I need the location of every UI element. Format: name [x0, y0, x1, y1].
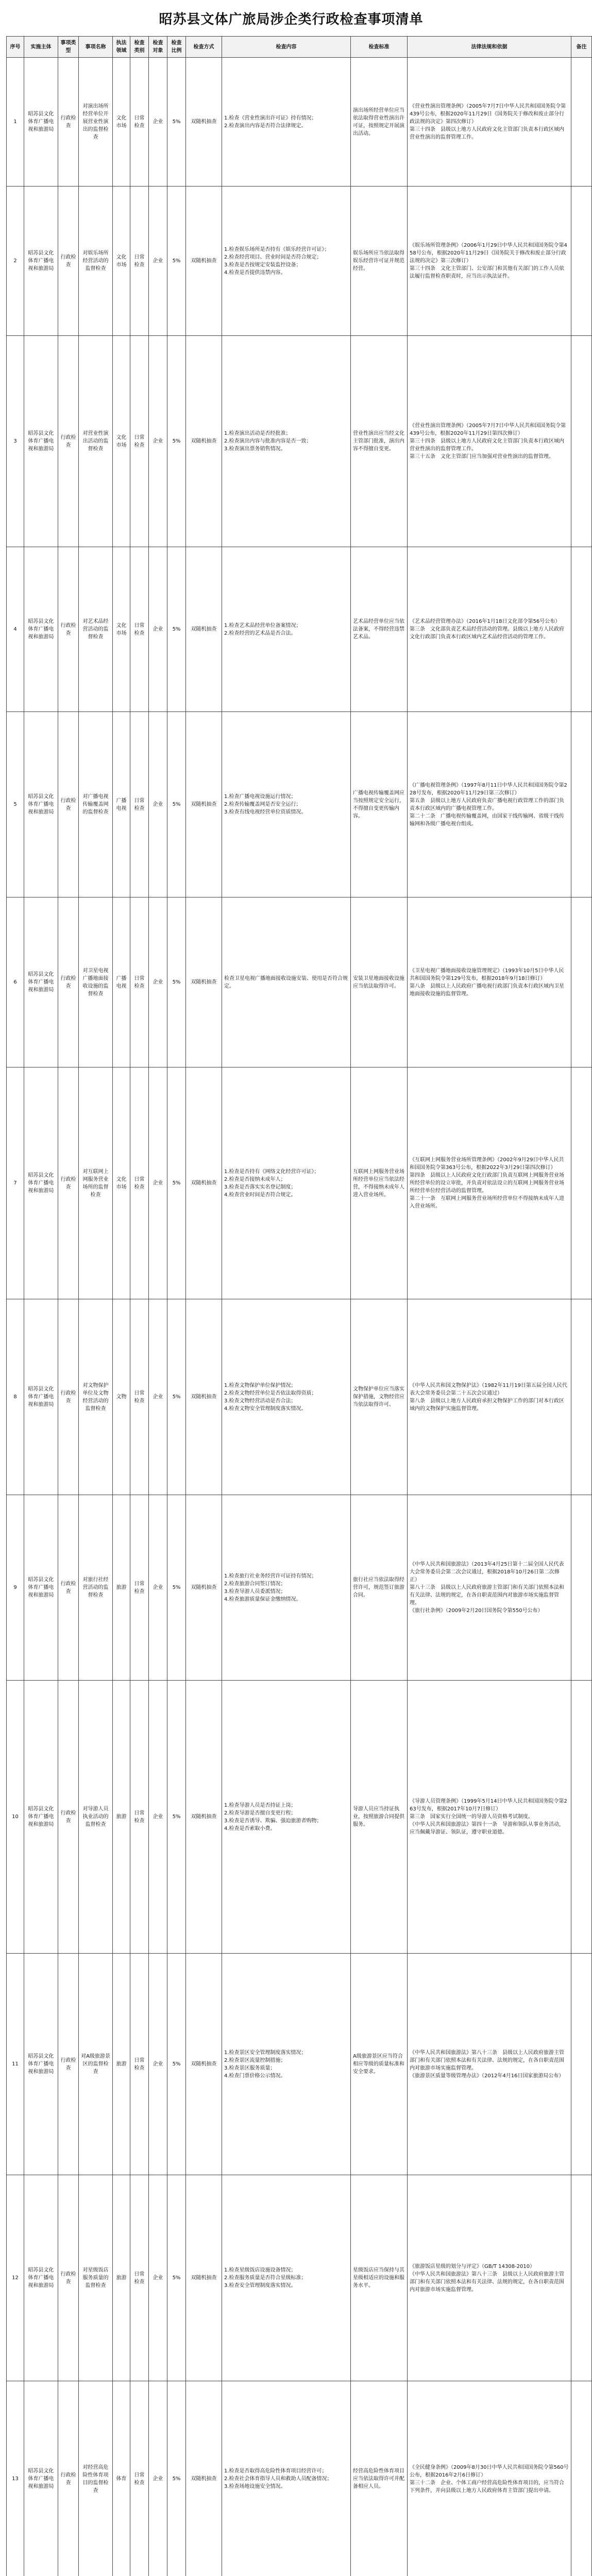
column-header: 序号	[7, 37, 24, 58]
remarks	[571, 2175, 592, 2381]
row-number: 9	[7, 1495, 24, 1681]
item-type: 行政检查	[58, 336, 79, 547]
item-type: 行政检查	[58, 2381, 79, 2576]
legal-basis: 《旅游饭店星级的划分与评定》（GB/T 14308-2010） 《中华人民共和国旅游法》第八十三条 县级以上人民政府旅游主管部门和有关部门依照本法和有关法律、法规的规定，在各自职责范围内对旅游市场实施监督管理。	[408, 2175, 571, 2381]
inspection-category: 日常检查	[130, 2175, 149, 2381]
row-number: 2	[7, 187, 24, 336]
inspection-object: 企业	[149, 336, 167, 547]
inspection-standard: A级旅游景区应当符合相应等级的质量标准和安全要求。	[351, 1954, 408, 2175]
inspection-standard: 互联网上网服务营业场所经营单位应当依法经营，不得接纳未成年人进入营业场所。	[351, 1067, 408, 1299]
legal-basis: 《全民健身条例》（2009年8月30日中华人民共和国国务院令第560号公布，根据2016年2月6日修订） 第三十二条 企业、个体工商户经营高危险性体育项目的，应当符合下列条件，并向县级以上地方人民政府体育主管部门提出申请。	[408, 2381, 571, 2576]
inspection-method: 双随机抽查	[186, 1681, 222, 1954]
item-name: 对互联网上网服务营业场所的监督检查	[79, 1067, 113, 1299]
inspection-category: 日常检查	[130, 58, 149, 187]
item-name: 对演出场所经营单位开展营业性演出的监督检查	[79, 58, 113, 187]
item-type: 行政检查	[58, 2175, 79, 2381]
inspection-category: 日常检查	[130, 1299, 149, 1495]
remarks	[571, 1495, 592, 1681]
item-type: 行政检查	[58, 547, 79, 712]
inspection-ratio: 5%	[167, 58, 186, 187]
table-row	[7, 712, 592, 897]
row-number: 12	[7, 2175, 24, 2381]
row-number: 8	[7, 1299, 24, 1495]
inspection-content: 1.检查文物保护单位保护情况； 2.检查文物经营单位是否依法取得资质； 3.检查文物经营活动是否合法； 4.检查文物安全管理制度落实情况。	[222, 1299, 351, 1495]
column-header: 事项名称	[79, 37, 113, 58]
table-row	[7, 1954, 592, 2175]
inspection-content: 1.检查是否持有《网络文化经营许可证》； 2.检查是否接纳未成年人； 3.检查是否落实实名登记制度； 4.检查营业时间是否符合规定。	[222, 1067, 351, 1299]
enforcement-field: 文化市场	[113, 1067, 130, 1299]
inspection-object: 企业	[149, 58, 167, 187]
inspection-method: 双随机抽查	[186, 1299, 222, 1495]
implementing-body: 昭苏县文化体育广播电视和旅游局	[24, 712, 58, 897]
column-header: 实施主体	[24, 37, 58, 58]
row-number: 1	[7, 58, 24, 187]
inspection-content: 1.检查星级饭店设施设备情况； 2.检查服务质量是否符合星级标准； 3.检查安全管理制度落实情况。	[222, 2175, 351, 2381]
implementing-body: 昭苏县文化体育广播电视和旅游局	[24, 1299, 58, 1495]
legal-basis: 《营业性演出管理条例》（2005年7月7日中华人民共和国国务院令第439号公布，根据2020年11月29日《国务院关于修改和废止部分行政法规的决定》第四次修订） 第三十四条 县级以上地方人民政府文化主管部门负责本行政区域内营业性演出的监督管理工作。	[408, 58, 571, 187]
table-row	[7, 187, 592, 336]
inspection-method: 双随机抽查	[186, 547, 222, 712]
item-name: 对娱乐场所经营活动的监督检查	[79, 187, 113, 336]
enforcement-field: 文化市场	[113, 187, 130, 336]
enforcement-field: 广播电视	[113, 712, 130, 897]
inspection-content: 1.检查旅行社业务经营许可证持有情况； 2.检查旅游合同签订情况； 3.检查导游人员委派情况； 4.检查旅游质量保证金缴纳情况。	[222, 1495, 351, 1681]
enforcement-field: 文化市场	[113, 58, 130, 187]
inspection-standard: 文物保护单位应当落实保护措施，文物经营应当依法取得许可。	[351, 1299, 408, 1495]
inspection-method: 双随机抽查	[186, 58, 222, 187]
inspection-method: 双随机抽查	[186, 1954, 222, 2175]
enforcement-field: 广播电视	[113, 897, 130, 1067]
inspection-standard: 娱乐场所应当依法取得娱乐经营许可证并规范经营。	[351, 187, 408, 336]
enforcement-field: 文物	[113, 1299, 130, 1495]
legal-basis: 《广播电视管理条例》（1997年8月11日中华人民共和国国务院令第228号发布，根据2020年11月29日第三次修订） 第五条 县级以上地方人民政府负责广播电视行政管理工作的部门负责本行政区域内的广播电视管理工作。 第二十二条 广播电视传输覆盖网，由国家干线传输网、省级干线传输网和各级广播电视台组成。	[408, 712, 571, 897]
column-header: 执法领域	[113, 37, 130, 58]
implementing-body: 昭苏县文化体育广播电视和旅游局	[24, 58, 58, 187]
remarks	[571, 897, 592, 1067]
inspection-standard: 安装卫星地面接收设施应当依法取得许可。	[351, 897, 408, 1067]
remarks	[571, 1067, 592, 1299]
inspection-ratio: 5%	[167, 2381, 186, 2576]
inspection-ratio: 5%	[167, 336, 186, 547]
inspection-ratio: 5%	[167, 1495, 186, 1681]
item-name: 对A级旅游景区的监督检查	[79, 1954, 113, 2175]
table-row	[7, 2381, 592, 2576]
implementing-body: 昭苏县文化体育广播电视和旅游局	[24, 187, 58, 336]
column-header: 检查比例	[167, 37, 186, 58]
legal-basis: 《营业性演出管理条例》（2005年7月7日中华人民共和国国务院令第439号公布，根据2020年11月29日第四次修订） 第三十四条 县级以上地方人民政府文化主管部门负责本行政区域内营业性演出的监督管理工作。 第三十五条 文化主管部门应当加强对营业性演出的监督管理。	[408, 336, 571, 547]
column-header: 检查方式	[186, 37, 222, 58]
item-name: 对营业性演出活动的监督检查	[79, 336, 113, 547]
row-number: 10	[7, 1681, 24, 1954]
implementing-body: 昭苏县文化体育广播电视和旅游局	[24, 1954, 58, 2175]
implementing-body: 昭苏县文化体育广播电视和旅游局	[24, 2175, 58, 2381]
item-type: 行政检查	[58, 1495, 79, 1681]
inspection-ratio: 5%	[167, 897, 186, 1067]
remarks	[571, 1299, 592, 1495]
item-type: 行政检查	[58, 712, 79, 897]
inspection-content: 1.检查艺术品经营单位备案情况； 2.检查经营的艺术品是否合法。	[222, 547, 351, 712]
implementing-body: 昭苏县文化体育广播电视和旅游局	[24, 1067, 58, 1299]
implementing-body: 昭苏县文化体育广播电视和旅游局	[24, 1681, 58, 1954]
inspection-content: 1.检查《营业性演出许可证》持有情况； 2.检查演出内容是否符合法律规定。	[222, 58, 351, 187]
inspection-method: 双随机抽查	[186, 2175, 222, 2381]
row-number: 11	[7, 1954, 24, 2175]
legal-basis: 《娱乐场所管理条例》（2006年1月29日中华人民共和国国务院令第458号公布，根据2020年11月29日《国务院关于修改和废止部分行政法规的决定》第三次修订） 第三十四条 文化主管部门、公安部门和其他有关部门的工作人员依法履行监督检查职责时，应当出示执法证件。	[408, 187, 571, 336]
inspection-category: 日常检查	[130, 1495, 149, 1681]
inspection-standard: 营业性演出应当经文化主管部门批准，演出内容不得擅自变更。	[351, 336, 408, 547]
legal-basis: 《互联网上网服务营业场所管理条例》（2002年9月29日中华人民共和国国务院令第363号公布，根据2022年3月29日第四次修订） 第四条 县级以上人民政府文化行政部门负责互联网上网服务营业场所经营单位的设立审批，并负责对依法设立的互联网上网服务营业场所经营单位经营活动的监督管理。 第二十一条 互联网上网服务营业场所经营单位不得接纳未成年人进入营业场所。	[408, 1067, 571, 1299]
inspection-category: 日常检查	[130, 1954, 149, 2175]
inspection-object: 企业	[149, 1495, 167, 1681]
page-title: 昭苏县文体广旅局涉企类行政检查事项清单	[159, 12, 424, 27]
item-name: 对旅行社经营活动的监督检查	[79, 1495, 113, 1681]
inspection-object: 企业	[149, 712, 167, 897]
item-name: 对艺术品经营活动的监督检查	[79, 547, 113, 712]
remarks	[571, 336, 592, 547]
inspection-category: 日常检查	[130, 1681, 149, 1954]
inspection-method: 双随机抽查	[186, 187, 222, 336]
column-header: 检查类别	[130, 37, 149, 58]
row-number: 6	[7, 897, 24, 1067]
inspection-category: 日常检查	[130, 1067, 149, 1299]
table-row	[7, 2175, 592, 2381]
remarks	[571, 547, 592, 712]
legal-basis: 《卫星电视广播地面接收设施管理规定》（1993年10月5日中华人民共和国国务院令第129号发布，根据2018年9月18日修订） 第八条 县级以上人民政府广播电视行政部门负责本行政区域内卫星地面接收设施的监督管理。	[408, 897, 571, 1067]
inspection-object: 企业	[149, 1681, 167, 1954]
enforcement-field: 体育	[113, 2381, 130, 2576]
inspection-standard: 艺术品经营单位应当依法备案，不得经营违禁艺术品。	[351, 547, 408, 712]
table-body	[7, 58, 592, 2576]
inspection-method: 双随机抽查	[186, 897, 222, 1067]
inspection-object: 企业	[149, 187, 167, 336]
enforcement-field: 旅游	[113, 1495, 130, 1681]
table-row	[7, 336, 592, 547]
column-header: 检查标准	[351, 37, 408, 58]
inspection-method: 双随机抽查	[186, 1067, 222, 1299]
row-number: 5	[7, 712, 24, 897]
inspection-content: 1.检查演出活动是否经批准； 2.检查演出内容与批准内容是否一致； 3.检查演出票务销售情况。	[222, 336, 351, 547]
implementing-body: 昭苏县文化体育广播电视和旅游局	[24, 336, 58, 547]
inspection-standard: 经营高危险性体育项目应当依法取得许可并配备相应人员。	[351, 2381, 408, 2576]
item-name: 对广播电视传输覆盖网的监督检查	[79, 712, 113, 897]
table-row	[7, 1299, 592, 1495]
implementing-body: 昭苏县文化体育广播电视和旅游局	[24, 897, 58, 1067]
inspection-ratio: 5%	[167, 712, 186, 897]
item-type: 行政检查	[58, 58, 79, 187]
inspection-standard: 旅行社应当依法取得经营许可，规范签订旅游合同。	[351, 1495, 408, 1681]
inspection-category: 日常检查	[130, 897, 149, 1067]
item-type: 行政检查	[58, 1954, 79, 2175]
inspection-standard: 广播电视传输覆盖网应当按照规定安全运行，不得擅自变更传输内容。	[351, 712, 408, 897]
row-number: 7	[7, 1067, 24, 1299]
inspection-object: 企业	[149, 2381, 167, 2576]
item-name: 对文物保护单位及文物经营活动的监督检查	[79, 1299, 113, 1495]
inspection-object: 企业	[149, 897, 167, 1067]
column-header: 备注	[571, 37, 592, 58]
table-row	[7, 547, 592, 712]
item-type: 行政检查	[58, 1067, 79, 1299]
implementing-body: 昭苏县文化体育广播电视和旅游局	[24, 1495, 58, 1681]
inspection-ratio: 5%	[167, 187, 186, 336]
enforcement-field: 文化市场	[113, 336, 130, 547]
row-number: 13	[7, 2381, 24, 2576]
remarks	[571, 1954, 592, 2175]
legal-basis: 《中华人民共和国文物保护法》（1982年11月19日第五届全国人民代表大会常务委员会第二十五次会议通过） 第八条 县级以上地方人民政府承担文物保护工作的部门对本行政区域内的文物保护实施监督管理。	[408, 1299, 571, 1495]
inspection-ratio: 5%	[167, 1067, 186, 1299]
column-header: 检查对象	[149, 37, 167, 58]
table-row	[7, 1495, 592, 1681]
enforcement-field: 旅游	[113, 2175, 130, 2381]
table-row	[7, 1067, 592, 1299]
item-type: 行政检查	[58, 1299, 79, 1495]
table-row	[7, 1681, 592, 1954]
remarks	[571, 187, 592, 336]
item-type: 行政检查	[58, 1681, 79, 1954]
remarks	[571, 58, 592, 187]
inspection-ratio: 5%	[167, 1299, 186, 1495]
table-row	[7, 58, 592, 187]
inspection-content: 1.检查娱乐场所是否持有《娱乐经营许可证》； 2.检查经营项目、营业时间是否符合规定； 3.检查是否按规定安装监控设备； 4.检查是否提供违禁内容。	[222, 187, 351, 336]
enforcement-field: 文化市场	[113, 547, 130, 712]
legal-basis: 《艺术品经营管理办法》（2016年1月18日文化部令第56号公布） 第三条 文化部负责艺术品经营活动的管理。县级以上地方人民政府文化行政部门负责本行政区域内艺术品经营活动的管理工作。	[408, 547, 571, 712]
remarks	[571, 1681, 592, 1954]
row-number: 4	[7, 547, 24, 712]
inspection-category: 日常检查	[130, 187, 149, 336]
inspection-method: 双随机抽查	[186, 2381, 222, 2576]
implementing-body: 昭苏县文化体育广播电视和旅游局	[24, 547, 58, 712]
column-header: 检查内容	[222, 37, 351, 58]
table-row	[7, 897, 592, 1067]
inspection-method: 双随机抽查	[186, 712, 222, 897]
column-header: 法律法规和依据	[408, 37, 571, 58]
column-header: 事项类型	[58, 37, 79, 58]
inspection-ratio: 5%	[167, 547, 186, 712]
inspection-ratio: 5%	[167, 1954, 186, 2175]
legal-basis: 《中华人民共和国旅游法》第八十三条 县级以上人民政府旅游主管部门和有关部门依照本法和有关法律、法规的规定，在各自职责范围内对旅游市场实施监督管理。 《旅游景区质量等级管理办法》（2012年4月16日国家旅游局公布）	[408, 1954, 571, 2175]
item-name: 对卫星电视广播地面接收设施的监督检查	[79, 897, 113, 1067]
inspection-content: 1.检查广播电视设施运行情况； 2.检查传输覆盖网是否安全运行； 3.检查有线电视经营单位资质情况。	[222, 712, 351, 897]
table-header-row	[7, 37, 592, 58]
item-name: 对星级饭店服务质量的监督检查	[79, 2175, 113, 2381]
inspection-object: 企业	[149, 1067, 167, 1299]
inspection-standard: 导游人员应当持证执业，按照旅游合同提供服务。	[351, 1681, 408, 1954]
legal-basis: 《导游人员管理条例》（1999年5月14日中华人民共和国国务院令第263号发布，根据2017年10月7日修订） 第三条 国家实行全国统一的导游人员资格考试制度。 《中华人民共和国旅游法》第四十一条 导游和领队从事业务活动，应当佩戴导游证、领队证，遵守职业道德。	[408, 1681, 571, 1954]
inspection-method: 双随机抽查	[186, 1495, 222, 1681]
inspection-object: 企业	[149, 1299, 167, 1495]
remarks	[571, 2381, 592, 2576]
inspection-ratio: 5%	[167, 1681, 186, 1954]
row-number: 3	[7, 336, 24, 547]
implementing-body: 昭苏县文化体育广播电视和旅游局	[24, 2381, 58, 2576]
item-name: 对经营高危险性体育项目的监督检查	[79, 2381, 113, 2576]
inspection-object: 企业	[149, 2175, 167, 2381]
inspection-content: 检查卫星电视广播地面接收设施安装、使用是否符合规定。	[222, 897, 351, 1067]
enforcement-field: 旅游	[113, 1954, 130, 2175]
legal-basis: 《中华人民共和国旅游法》（2013年4月25日第十二届全国人民代表大会常务委员会第二次会议通过，根据2018年10月26日第二次修正） 第八十三条 县级以上人民政府旅游主管部门和有关部门依照本法和有关法律、法规的规定，在各自职责范围内对旅游市场实施监督管理。 《旅行社条例》（2009年2月20日国务院令第550号公布）	[408, 1495, 571, 1681]
enforcement-field: 旅游	[113, 1681, 130, 1954]
inspection-ratio: 5%	[167, 2175, 186, 2381]
item-type: 行政检查	[58, 187, 79, 336]
inspection-content: 1.检查景区安全管理制度落实情况； 2.检查景区流量控制措施； 3.检查景区服务质量； 4.检查门票价格公示情况。	[222, 1954, 351, 2175]
remarks	[571, 712, 592, 897]
inspection-category: 日常检查	[130, 336, 149, 547]
inspection-content: 1.检查是否取得高危险性体育项目经营许可； 2.检查社会体育指导人员和救助人员配备情况； 3.检查场地设施安全情况。	[222, 2381, 351, 2576]
inspection-category: 日常检查	[130, 2381, 149, 2576]
inspection-object: 企业	[149, 547, 167, 712]
inspection-category: 日常检查	[130, 547, 149, 712]
inspection-method: 双随机抽查	[186, 336, 222, 547]
inspection-standard: 星级饭店应当保持与其星级相适应的设施和服务水平。	[351, 2175, 408, 2381]
inspection-table	[6, 36, 592, 2576]
inspection-standard: 演出场所经营单位应当依法取得营业性演出许可证，按照规定开展演出活动。	[351, 58, 408, 187]
inspection-content: 1.检查导游人员是否持证上岗； 2.检查导游是否擅自变更行程； 3.检查是否诱导、欺骗、强迫旅游者购物； 4.检查是否索取小费。	[222, 1681, 351, 1954]
inspection-category: 日常检查	[130, 712, 149, 897]
inspection-object: 企业	[149, 1954, 167, 2175]
item-type: 行政检查	[58, 897, 79, 1067]
item-name: 对导游人员执业活动的监督检查	[79, 1681, 113, 1954]
